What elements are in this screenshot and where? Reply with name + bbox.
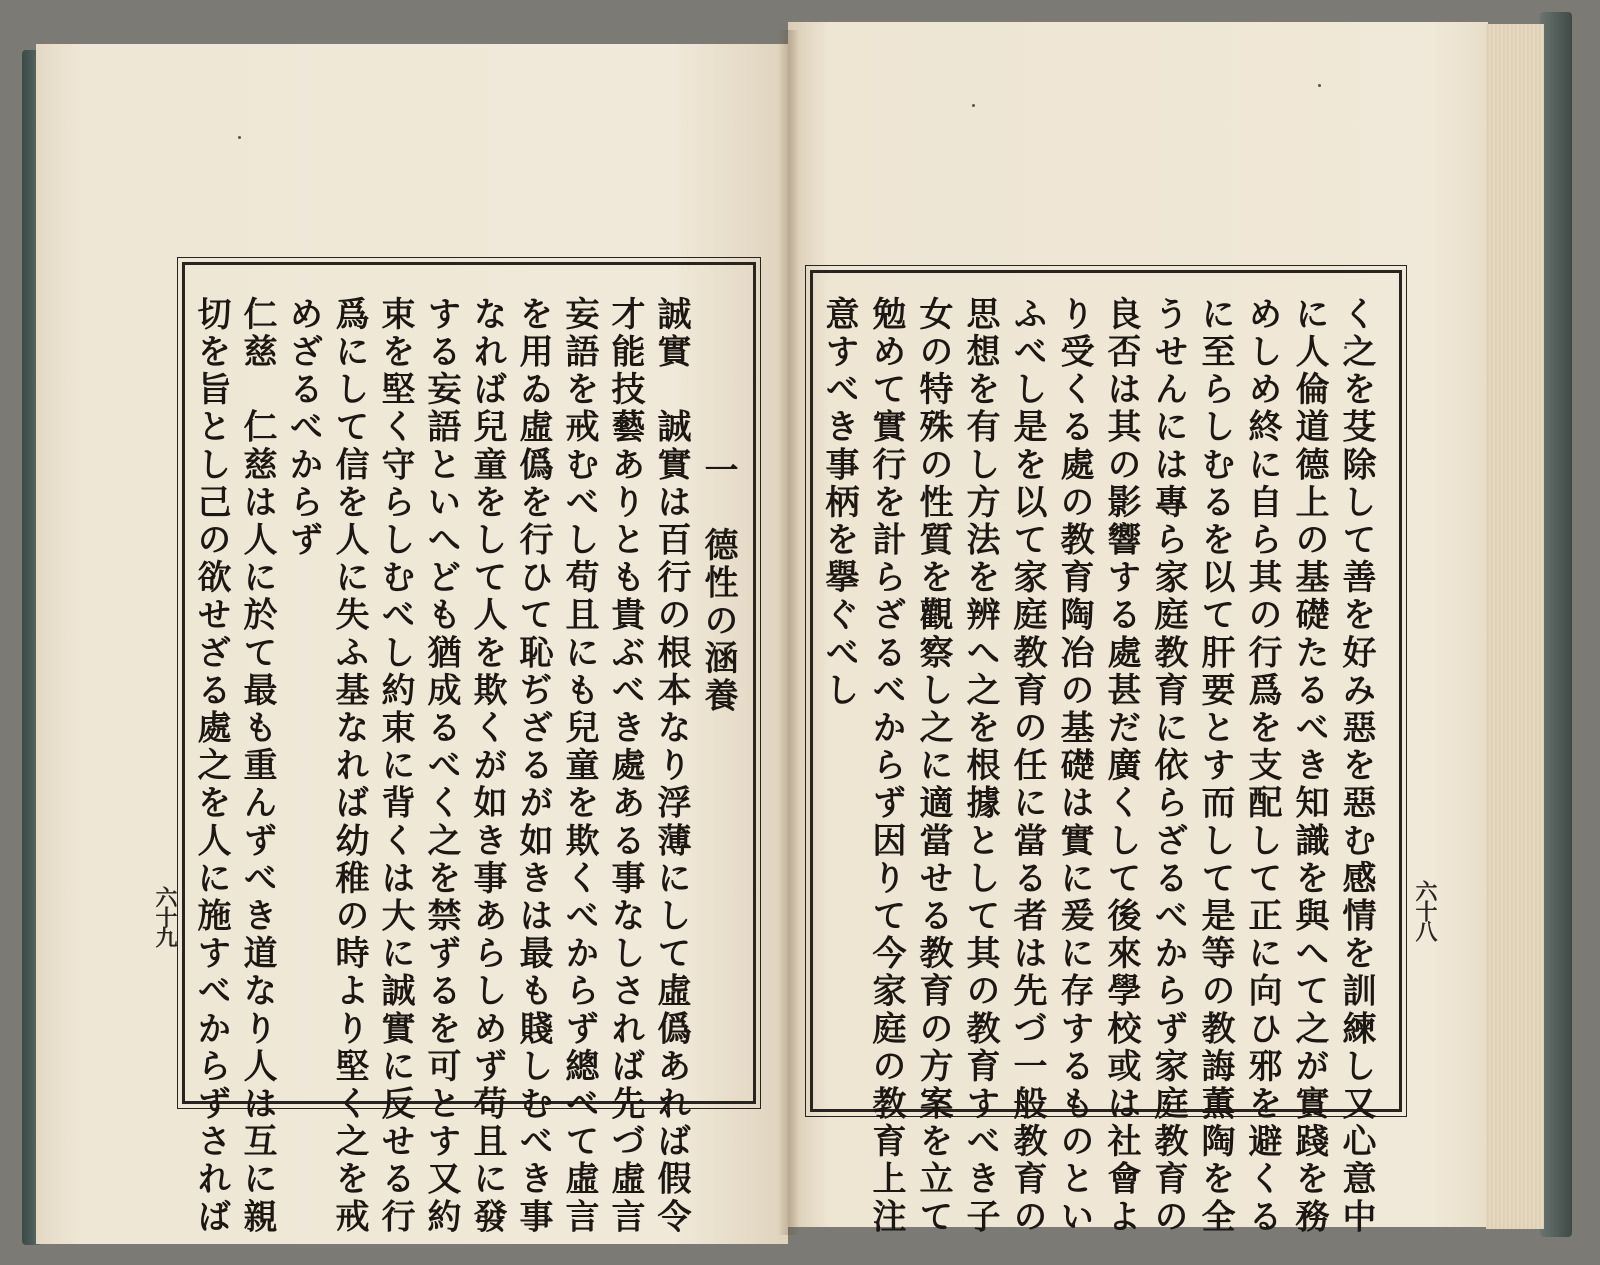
text-column: に至らしむるを以て肝要とす而して是等の教誨薫陶を全 xyxy=(1195,296,1235,1236)
text-column: めざるべからず xyxy=(283,296,323,560)
text-column: 妄語を戒むべし苟且にも兒童を欺くべからず總べて虛言 xyxy=(559,296,599,1236)
text-column: 誠實 誠實は百行の根本なり浮薄にして虛僞あれば假令 xyxy=(651,296,691,1236)
text-column: 才能技藝ありとも貴ぶべき處ある事なしされば先づ虛言 xyxy=(605,296,645,1236)
text-column: なれば兒童をして人を欺くが如き事あらしめず苟且に發 xyxy=(467,296,507,1236)
paper-speck xyxy=(1318,84,1321,87)
page-number: 六十九 xyxy=(152,886,178,946)
section-heading: 一 德性の涵養 xyxy=(698,452,738,716)
text-column: する妄語といへども猶成るべく之を禁ずるを可とす又約 xyxy=(421,296,461,1236)
page-number: 六十八 xyxy=(1412,880,1438,940)
text-column: 爲にして信を人に失ふ基なれば幼稚の時より堅く之を戒 xyxy=(329,296,369,1236)
right-cover-edge xyxy=(1540,12,1572,1237)
text-column: 良否は其の影響する處甚だ廣くして後來學校或は社會よ xyxy=(1101,296,1141,1236)
paper-speck xyxy=(238,136,241,139)
text-column: り受くる處の教育陶冶の基礎は實に爰に存するものとい xyxy=(1054,296,1094,1236)
text-column: に人倫道德上の基礎たるべき知識を與へて之が實踐を務 xyxy=(1289,296,1329,1236)
text-column: 女の特殊の性質を觀察し之に適當せる教育の方案を立て xyxy=(913,296,953,1236)
text-column: 意すべき事柄を擧ぐべし xyxy=(819,296,859,710)
text-column: 切を旨とし己の欲せざる處之を人に施すべからずされば xyxy=(191,296,231,1236)
text-column: 思想を有し方法を辨へ之を根據として其の教育すべき子 xyxy=(960,296,1000,1236)
text-column: うせんには專ら家庭教育に依らざるべからず家庭教育の xyxy=(1148,296,1188,1236)
page-edges xyxy=(1486,24,1544,1229)
text-column: 仁慈 仁慈は人に於て最も重んずべき道なり人は互に親 xyxy=(237,296,277,1236)
text-column: く之を芟除して善を好み惡を惡む感情を訓練し又心意中 xyxy=(1336,296,1376,1236)
text-column: 束を堅く守らしむべし約束に背くは大に誠實に反せる行 xyxy=(375,296,415,1236)
paper-speck xyxy=(972,104,975,107)
text-column: ふべし是を以て家庭教育の任に當る者は先づ一般教育の xyxy=(1007,296,1047,1236)
text-column: めしめ終に自ら其の行爲を支配して正に向ひ邪を避くる xyxy=(1242,296,1282,1236)
text-column: 勉めて實行を計らざるべからず因りて今家庭の教育上注 xyxy=(866,296,906,1236)
text-column: を用ゐ虛僞を行ひて恥ぢざるが如きは最も賤しむべき事 xyxy=(513,296,553,1236)
book-gutter xyxy=(778,30,800,1235)
